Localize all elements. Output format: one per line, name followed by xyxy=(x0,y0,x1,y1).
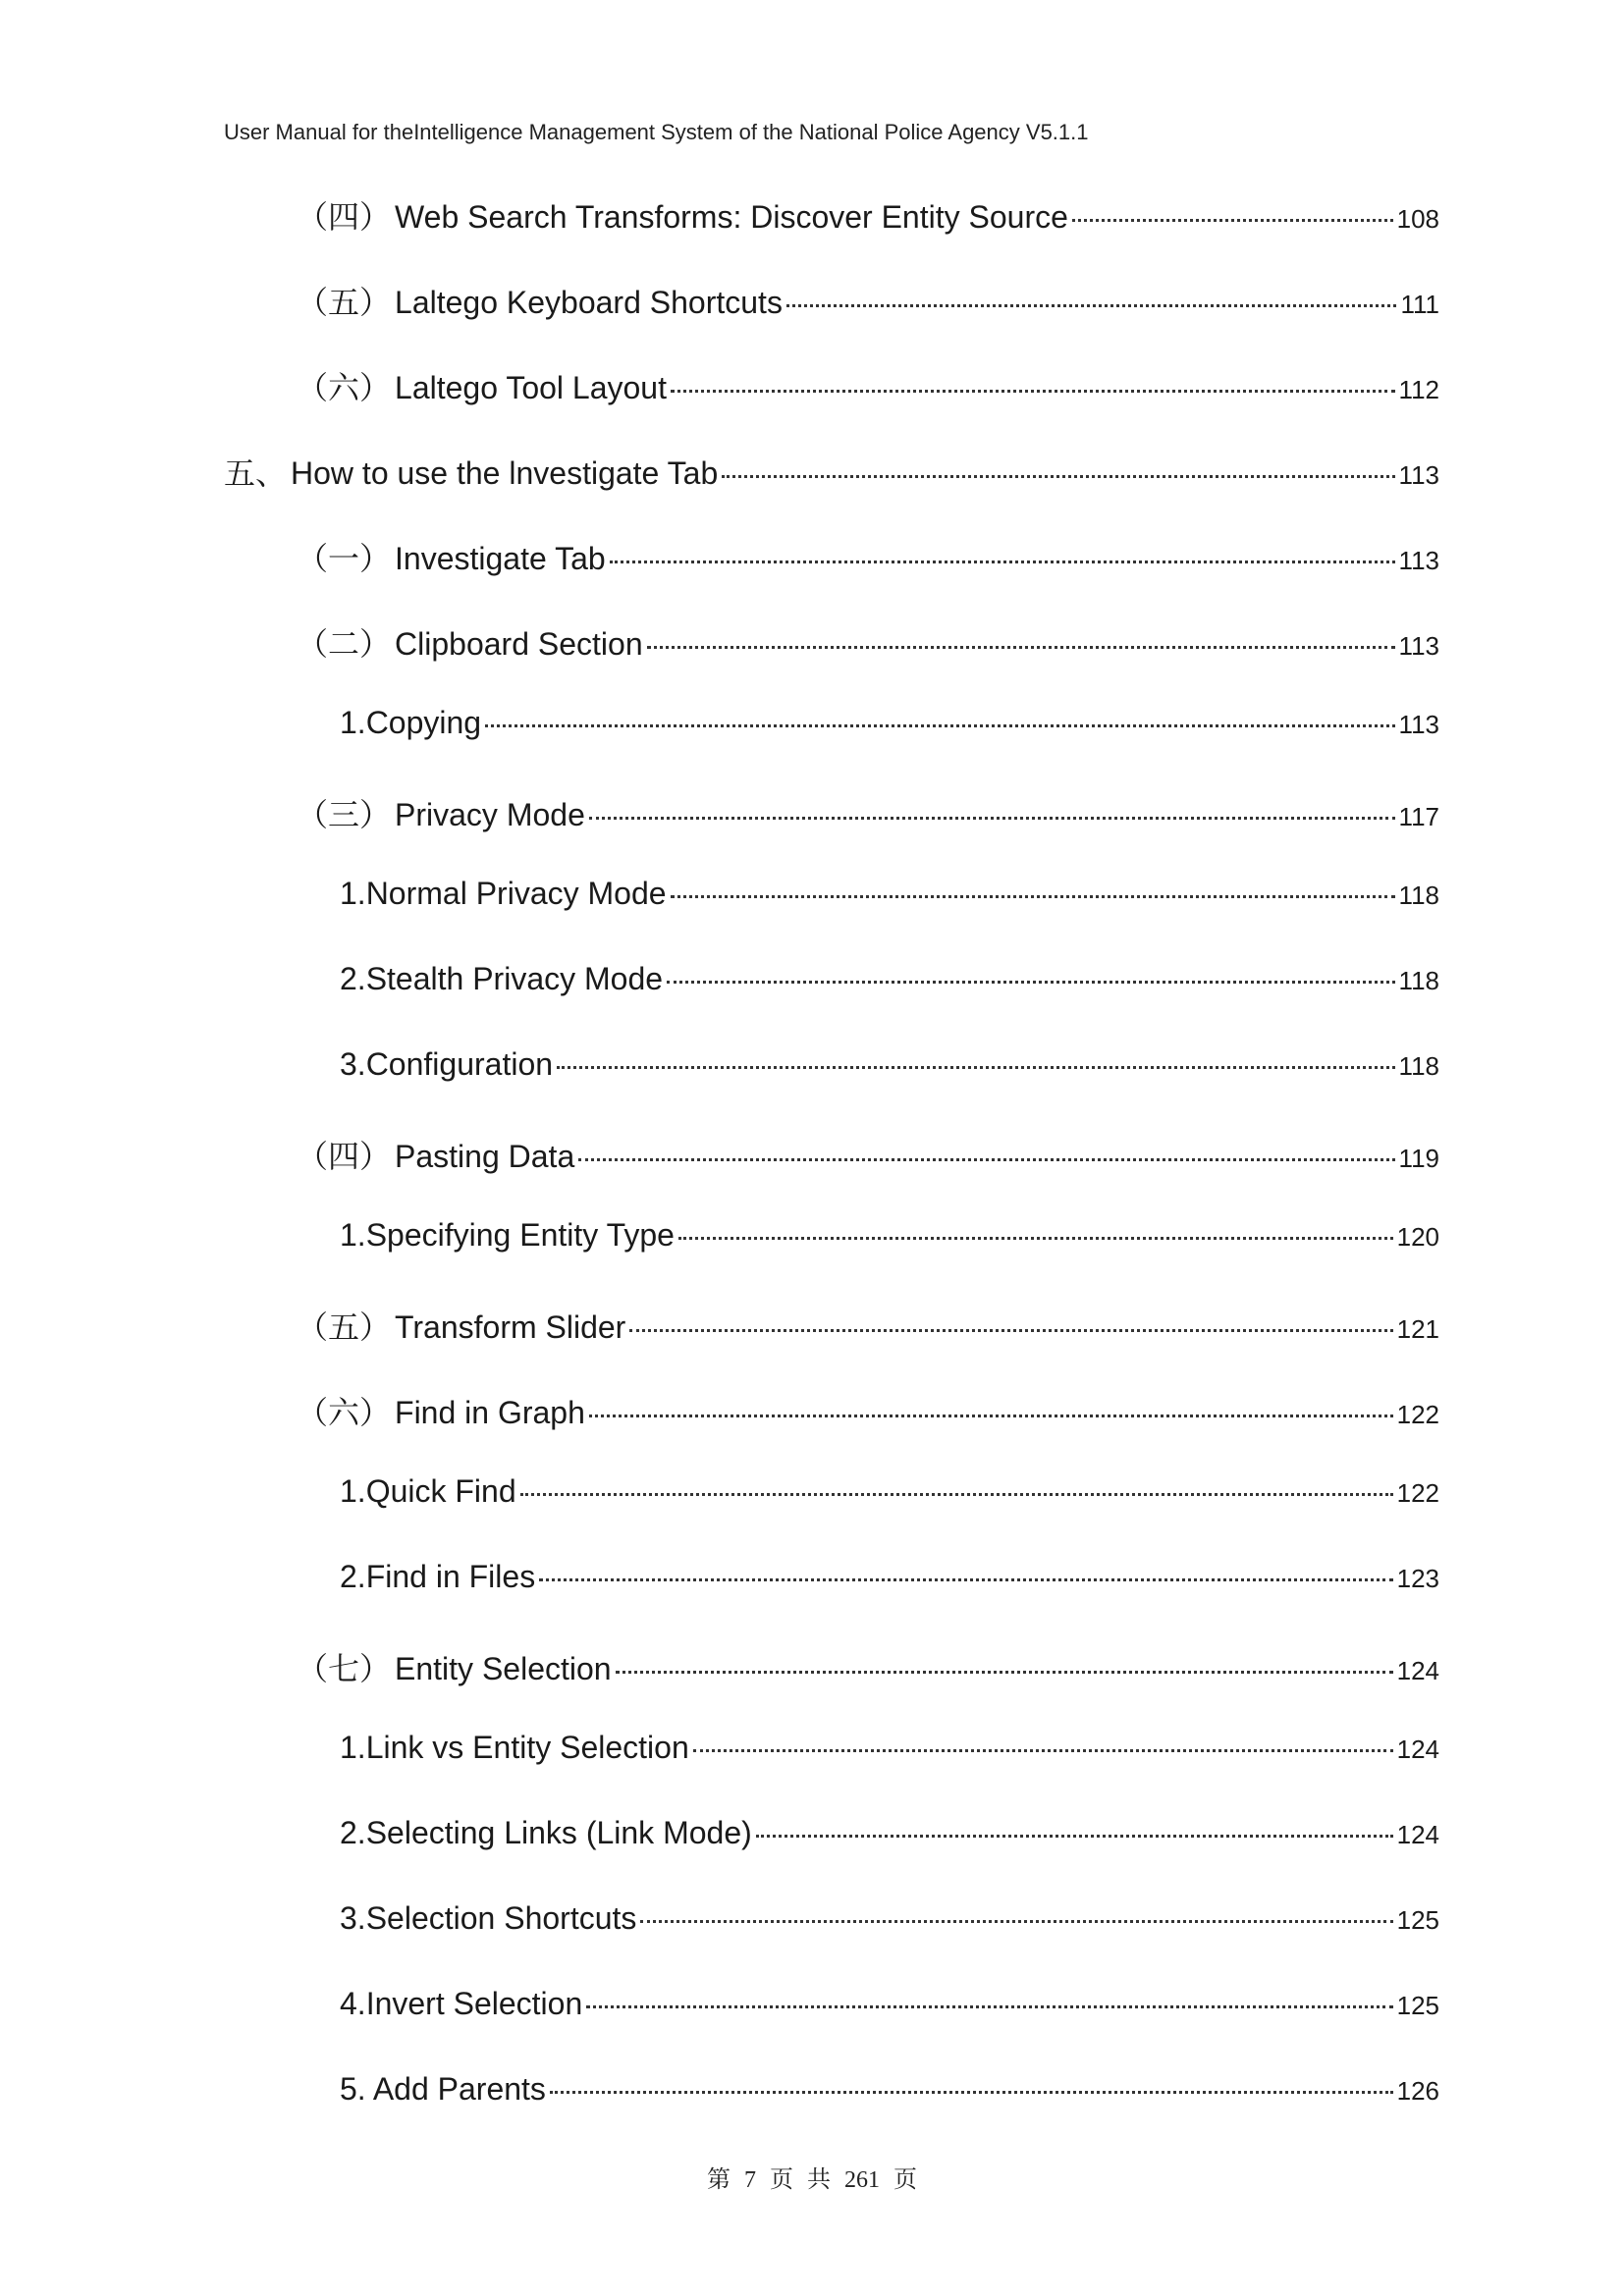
toc-entry-label xyxy=(340,1046,553,1083)
toc-entry-label xyxy=(297,1303,625,1348)
toc-entry-prefix: （五） xyxy=(297,285,392,320)
toc-entry-label xyxy=(340,1559,535,1595)
toc-entry-title: 1.Specifying Entity Type xyxy=(340,1217,675,1253)
toc-entry-prefix: （二） xyxy=(297,626,392,662)
toc-entry[interactable] xyxy=(340,1815,1439,1858)
toc-entry-page: 118 xyxy=(1398,966,1439,995)
toc-entry-title: 1.Quick Find xyxy=(340,1473,516,1509)
toc-entry-label xyxy=(297,1132,574,1177)
toc-entry[interactable] xyxy=(340,961,1439,1004)
toc-entry[interactable] xyxy=(340,1730,1439,1773)
toc-entry[interactable] xyxy=(340,705,1439,748)
toc-entry[interactable] xyxy=(297,1388,1439,1431)
toc-entry[interactable] xyxy=(340,1217,1439,1260)
toc-entry-title: 2.Find in Files xyxy=(340,1559,536,1594)
toc-entry-page: 112 xyxy=(1398,375,1439,404)
toc-entry-page: 113 xyxy=(1398,460,1439,490)
toc-entry-label xyxy=(297,192,1068,238)
toc-entry-prefix: （五） xyxy=(297,1309,392,1345)
dot-leader xyxy=(557,1066,1395,1069)
toc-entry-page: 113 xyxy=(1398,546,1439,575)
toc-entry-title: 1.Copying xyxy=(340,705,482,740)
toc-entry-label xyxy=(297,363,667,408)
dot-leader xyxy=(550,2091,1393,2094)
toc-entry-title: 2.Stealth Privacy Mode xyxy=(340,961,664,996)
toc-entry-title: Privacy Mode xyxy=(395,797,585,832)
toc-entry-prefix: （六） xyxy=(297,1395,392,1430)
toc-entry-label xyxy=(340,1986,582,2022)
toc-entry-page: 119 xyxy=(1398,1144,1439,1173)
toc-entry-title: 1.Normal Privacy Mode xyxy=(340,876,667,911)
dot-leader xyxy=(589,817,1395,820)
dot-leader xyxy=(647,646,1395,649)
dot-leader xyxy=(1072,219,1393,222)
dot-leader xyxy=(722,475,1394,478)
total-page-count: 261 xyxy=(844,2167,880,2193)
toc-entry[interactable] xyxy=(340,1046,1439,1090)
dot-leader xyxy=(640,1920,1392,1923)
toc-entry-page: 125 xyxy=(1396,1905,1439,1935)
toc-entry-label xyxy=(224,449,718,494)
toc-entry-title: 2.Selecting Links (Link Mode) xyxy=(340,1815,752,1850)
dot-leader xyxy=(786,304,1397,307)
toc-entry-title: Find in Graph xyxy=(395,1395,585,1430)
toc-entry-page: 120 xyxy=(1396,1222,1439,1252)
dot-leader xyxy=(671,390,1395,393)
toc-entry-label xyxy=(340,705,481,741)
toc-entry-page: 126 xyxy=(1396,2076,1439,2106)
toc-entry[interactable] xyxy=(297,619,1439,663)
toc-entry-page: 122 xyxy=(1396,1478,1439,1508)
toc-entry-label xyxy=(297,1388,585,1433)
toc-entry-page: 125 xyxy=(1396,1991,1439,2020)
dot-leader xyxy=(539,1578,1392,1581)
toc-entry[interactable] xyxy=(297,278,1439,321)
dot-leader xyxy=(610,561,1395,563)
toc-entry-prefix: （四） xyxy=(297,1139,392,1174)
dot-leader xyxy=(678,1237,1393,1240)
toc-entry-page: 124 xyxy=(1396,1735,1439,1764)
current-page-number: 7 xyxy=(744,2167,756,2193)
toc-entry-label xyxy=(297,619,643,665)
toc-entry-prefix: （一） xyxy=(297,541,392,576)
toc-entry-page: 113 xyxy=(1398,631,1439,661)
footer-label-ye-2: 页 xyxy=(893,2167,917,2193)
toc-entry-label xyxy=(340,1900,636,1937)
toc-entry-title: Entity Selection xyxy=(395,1651,612,1686)
footer-label-ye: 页 xyxy=(770,2167,793,2193)
toc-entry-page: 122 xyxy=(1396,1400,1439,1429)
toc-entry-title: Pasting Data xyxy=(395,1139,575,1174)
toc-entry-prefix: （三） xyxy=(297,797,392,832)
toc-entry-label xyxy=(340,1217,675,1254)
toc-entry-page: 124 xyxy=(1396,1820,1439,1849)
toc-entry-page: 113 xyxy=(1398,710,1439,739)
toc-entry-title: Clipboard Section xyxy=(395,626,643,662)
toc-entry-label xyxy=(297,534,606,579)
running-header: User Manual for theIntelligence Management System of the National Police Agency V5.1.1 xyxy=(224,120,1089,144)
toc-entry-title: 4.Invert Selection xyxy=(340,1986,583,2021)
toc-entry-title: 3.Configuration xyxy=(340,1046,554,1082)
toc-entry-label xyxy=(297,1644,612,1689)
toc-entry-label xyxy=(340,876,667,912)
dot-leader xyxy=(485,724,1394,727)
toc-entry[interactable] xyxy=(297,192,1439,236)
toc-entry-title: 3.Selection Shortcuts xyxy=(340,1900,637,1936)
toc-entry-label xyxy=(297,278,783,323)
toc-entry-label xyxy=(340,1730,689,1766)
toc-entry-label xyxy=(340,1815,752,1851)
toc-entry-title: Web Search Transforms: Discover Entity Source xyxy=(395,199,1068,235)
toc-entry-page: 118 xyxy=(1398,1051,1439,1081)
toc-entry-page: 118 xyxy=(1398,881,1439,910)
dot-leader xyxy=(616,1671,1393,1674)
toc-entry[interactable] xyxy=(224,449,1439,492)
dot-leader xyxy=(756,1835,1393,1838)
toc-entry-label xyxy=(340,1473,516,1510)
toc-entry-label xyxy=(340,2071,546,2108)
toc-entry-title: Transform Slider xyxy=(395,1309,626,1345)
toc-entry-prefix: （六） xyxy=(297,370,392,405)
toc-entry-page: 123 xyxy=(1396,1564,1439,1593)
toc-entry[interactable] xyxy=(340,1473,1439,1517)
dot-leader xyxy=(586,2005,1392,2008)
toc-entry[interactable] xyxy=(297,363,1439,406)
dot-leader xyxy=(667,981,1395,984)
toc-entry[interactable] xyxy=(340,1559,1439,1602)
footer-label-di: 第 xyxy=(707,2167,731,2193)
toc-entry[interactable] xyxy=(297,1132,1439,1175)
toc-entry-title: 1.Link vs Entity Selection xyxy=(340,1730,689,1765)
toc-entry[interactable] xyxy=(340,1900,1439,1944)
toc-entry-title: Laltego Keyboard Shortcuts xyxy=(395,285,783,320)
page-footer xyxy=(0,2160,1624,2194)
toc-entry-title: 5. Add Parents xyxy=(340,2071,546,2107)
toc-entry-page: 111 xyxy=(1400,290,1439,319)
toc-entry-label xyxy=(340,961,663,997)
dot-leader xyxy=(693,1749,1393,1752)
toc-entry-prefix: （七） xyxy=(297,1651,392,1686)
toc-entry-page: 121 xyxy=(1396,1314,1439,1344)
toc-entry[interactable] xyxy=(297,790,1439,833)
dot-leader xyxy=(629,1329,1392,1332)
toc-entry-title: Investigate Tab xyxy=(395,541,606,576)
dot-leader xyxy=(589,1415,1393,1417)
dot-leader xyxy=(671,895,1395,898)
toc-entry[interactable] xyxy=(297,1644,1439,1687)
dot-leader xyxy=(578,1158,1394,1161)
toc-entry-page: 117 xyxy=(1398,802,1439,831)
toc-entry-page: 108 xyxy=(1396,204,1439,234)
toc-entry[interactable] xyxy=(340,2071,1439,2114)
toc-entry[interactable] xyxy=(340,1986,1439,2029)
footer-label-gong: 共 xyxy=(807,2167,831,2193)
toc-entry-title: Laltego Tool Layout xyxy=(395,370,667,405)
toc-entry[interactable] xyxy=(297,1303,1439,1346)
dot-leader xyxy=(520,1493,1393,1496)
toc-entry-title: How to use the lnvestigate Tab xyxy=(291,455,719,491)
toc-entry-prefix: （四） xyxy=(297,199,392,235)
toc-entry[interactable] xyxy=(297,534,1439,577)
toc-entry-label xyxy=(297,790,585,835)
toc-entry[interactable] xyxy=(340,876,1439,919)
toc-entry-prefix: 五、 xyxy=(224,455,288,491)
toc-entry-page: 124 xyxy=(1396,1656,1439,1685)
